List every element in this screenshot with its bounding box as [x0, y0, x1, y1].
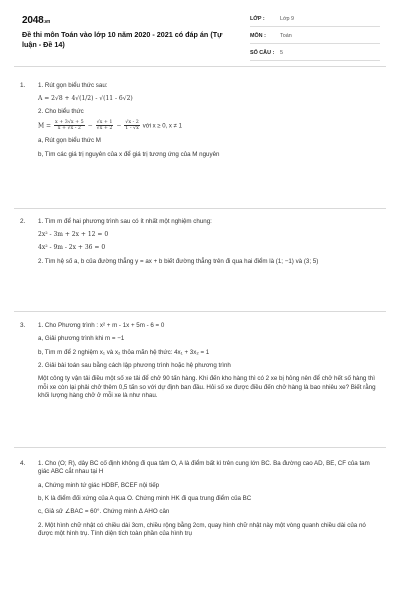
question-text: 2. Một hình chữ nhật có chiều dài 3cm, chiều rộng bằng 2cm, quay hình chữ nhật này một vòng quanh chiều dài của nó được một hình trụ. Tính diện tích toàn phần của hình trụ [38, 521, 366, 538]
question-part: a, Rút gọn biểu thức M [38, 137, 101, 145]
meta-value: Lớp 9 [280, 16, 295, 23]
question-part: a, Giải phương trình khi m = −1 [38, 335, 125, 343]
question-number: 1. [20, 82, 26, 89]
denominator: x + √x - 2 [57, 126, 81, 132]
question-text: 1. Tìm m để hai phương trình sau có ít nhất một nghiệm chung: [38, 218, 212, 225]
meta-row-count [250, 48, 380, 61]
question-part: b, K là điểm đối xứng của A qua O. Chứng minh HK đi qua trung điểm của BC [38, 495, 252, 503]
expr-prefix: M = [38, 122, 52, 130]
question-text: 1. Cho Phương trình : x² + m - 1x + 5m - 6 = 0 [38, 322, 165, 329]
question-body [38, 82, 380, 159]
logo-suffix: .vn [43, 19, 51, 25]
exam-meta [250, 14, 380, 65]
section-divider [14, 447, 386, 448]
denominator: 1 - √x [125, 126, 139, 132]
fraction [124, 120, 139, 132]
question-text: 1. Cho (O; R), dây BC cố định không đi qua tâm O, A là điểm bất kì trên cung lớn BC. Ba đường cao AD, BE, CF của tam giác ABC cắt nhau tại H [38, 460, 370, 476]
logo-main: 2048 [22, 15, 44, 26]
meta-label: SỐ CÂU : [250, 50, 275, 57]
question-part: c, Giả sử ∠BAC = 60°. Chứng minh Δ AHO cân [38, 508, 170, 516]
meta-value: 5 [280, 50, 283, 57]
question-body [38, 218, 380, 266]
question-number: 2. [20, 218, 26, 225]
fraction [54, 120, 85, 132]
meta-row-subject [250, 31, 380, 44]
question-body [38, 322, 380, 401]
math-equation: 4x² - 9m - 2x + 36 = 0 [38, 244, 106, 252]
question-text: 2. Tìm hệ số a, b của đường thẳng y = ax + b biết đường thẳng trên đi qua hai điểm là (1; −1) và (3; 5) [38, 257, 319, 265]
question-text: Một công ty vận tải điều một số xe tải để chở 90 tấn hàng. Khi đến kho hàng thì có 2 xe bị hỏng nên để chở hết số hàng thì mỗi xe còn lại phải chở thêm 0,5 tấn so với dự định ban đầu. Hỏi số xe được điều đến chở hàng là bao nhiêu xe? Biết rằng khối lượng hàng chở ở mỗi xe là như nhau. [38, 375, 376, 400]
math-expression: M = $\frac{x + 3√x + 5}{x + √x - 2}$ − $\frac{√x + 1}{√x + 2}$ − $\frac{√x - 2}{1 - √x}$ với x ≥ 0, x ≠ 1 [38, 119, 182, 132]
meta-row-class [250, 14, 380, 27]
question-part: a, Chứng minh tứ giác HDBF, BCEF nội tiếp [38, 481, 160, 489]
condition-text: với x ≥ 0, x ≠ 1 [142, 123, 182, 130]
site-logo[interactable] [22, 14, 50, 28]
page-header [0, 0, 400, 62]
question-number: 4. [20, 460, 26, 467]
numerator: √x - 2 [125, 119, 139, 125]
page-title: Đề thi môn Toán vào lớp 10 năm 2020 - 2021 có đáp án (Tự luận - Đề 14) [22, 30, 223, 49]
fraction [96, 120, 114, 132]
math-expression: A = 2√8 + 4√(1/2) - √(11 - 6√2) [38, 95, 133, 103]
section-divider [14, 66, 386, 67]
question-text: 2. Giải bài toán sau bằng cách lập phương trình hoặc hệ phương trình [38, 362, 231, 370]
section-divider [14, 311, 386, 312]
meta-label: MÔN : [250, 33, 266, 40]
question-text: 1. Rút gọn biểu thức sau: [38, 82, 108, 89]
question-part: b, Tìm các giá trị nguyên của x để giá trị tương ứng của M nguyên [38, 150, 220, 158]
question-text: 2. Cho biểu thức [38, 108, 84, 116]
meta-label: LỚP : [250, 16, 265, 23]
numerator: x + 3√x + 5 [55, 119, 84, 125]
question-number: 3. [20, 322, 26, 329]
section-divider [14, 208, 386, 209]
question-part: b, Tìm m để 2 nghiệm x₁ và x₂ thỏa mãn hệ thức: 4x₁ + 3x₂ = 1 [38, 348, 210, 356]
math-equation: 2x² - 3m + 2x + 12 = 0 [38, 231, 109, 239]
question-body [38, 460, 380, 539]
meta-value: Toán [280, 33, 292, 40]
denominator: √x + 2 [96, 126, 113, 132]
numerator: √x + 1 [96, 119, 113, 125]
